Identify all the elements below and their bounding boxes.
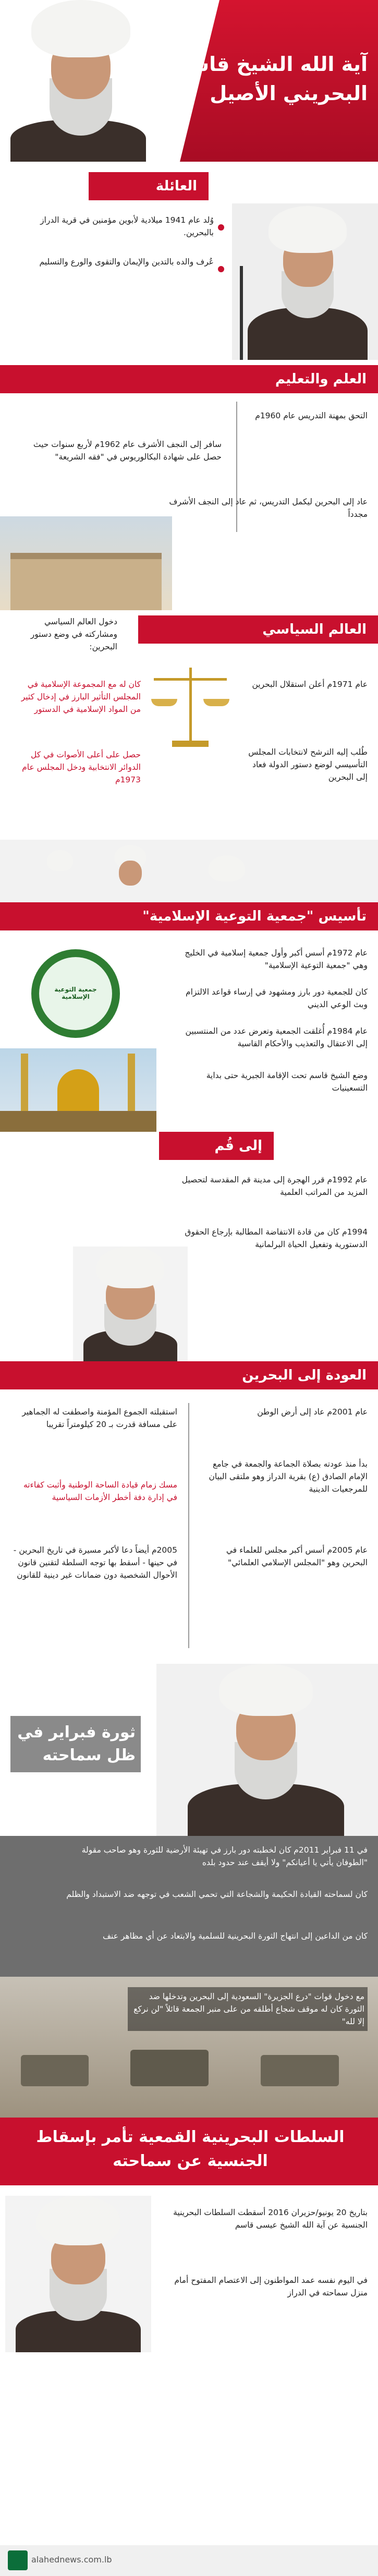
revoke-section	[0, 2118, 378, 2576]
pol-intro: دخول العالم السياسي ومشاركته في وضع دستور البحرين:	[30, 617, 117, 651]
revoke-photo	[5, 2196, 151, 2352]
ret-role: مسك زمام قيادة الساحة الوطنية وأثبت كفاءته في إدارة دفة أخطر الأزمات السياسية	[23, 1480, 177, 1502]
revoke-sitin: في اليوم نفسه عمد المواطنون إلى الاعتصام المفتوح أمام منزل سماحته في الدراز	[174, 2276, 368, 2297]
family-section	[0, 162, 378, 365]
society-heading: تأسيس "جمعية التوعية الإسلامية"	[0, 902, 378, 930]
family-photo	[232, 203, 378, 360]
return-section	[0, 1361, 378, 1664]
soc-closed: عام 1984م أُغلقت الجمعية وتعرض عدد من المنتسبين إلى الاعتقال والتعذيب والأحكام القاسية	[185, 1026, 368, 1048]
qom-leader: 1994م كان من قادة الانتفاضة المطالبة بإرجاع الحقوق الدستورية وتفعيل الحياة البرلمانية	[185, 1227, 368, 1249]
pol-votes: حصل على أعلى الأصوات في كل الدوائر الانتخابية ودخل المجلس عام 1973م	[22, 750, 141, 784]
revolution-section	[0, 1664, 378, 2118]
society-section	[0, 840, 378, 1132]
rev-peace: كان من الداعين إلى انتهاج الثورة البحرينية للسلمية والابتعاد عن أي مظاهر عنف	[103, 1931, 368, 1941]
logo-text: جمعية التوعية الإسلامية	[54, 986, 97, 1000]
revolution-heading: ثورة فبراير في ظل سماحته	[10, 1716, 141, 1772]
revolution-photo	[156, 1664, 378, 1836]
revoke-heading: السلطات البحرينية القمعية تأمر بإسقاط الجنسية عن سماحته	[36, 2128, 345, 2170]
scales-icon	[151, 662, 229, 751]
page-title	[149, 50, 368, 108]
bullet-dot	[218, 266, 224, 272]
revoke-date: بتاريخ 20 يونيو/حزيران 2016 أسقطت السلطات البحرينية الجنسية عن آية الله الشيخ عيسى قاسم	[173, 2208, 368, 2230]
rev-feb: في 11 فبراير 2011م كان لخطبته دور بارز في تهيئة الأرضية للثورة وهو صاحب مقولة "الطوفان يأتي يا أعيانكم" ولا أيقف عند حدود بلده	[81, 1845, 368, 1867]
qom-photo	[73, 1247, 188, 1361]
qom-hijra: عام 1992م قرر الهجرة إلى مدينة قم المقدسة لتحصيل المزيد من المراتب العلمية	[181, 1175, 368, 1197]
edu-teaching: التحق بمهنة التدريس عام 1960م	[255, 411, 368, 420]
return-heading: العودة إلى البحرين	[0, 1361, 378, 1389]
ret-friday: بدأ منذ عودته بصلاة الجماعة والجمعة في جامع الإمام الصادق (ع) بقرية الدراز وهو ملتقى البيان للمرجعيات الدينية	[209, 1459, 368, 1494]
title-line2: البحريني الأصيل	[210, 82, 368, 105]
shrine-photo	[0, 1048, 156, 1132]
edu-najaf: سافر إلى النجف الأشرف عام 1962م لأربع سنوات حيث حصل على شهادة البكالوريوس في "فقه الشريعة"	[33, 440, 222, 462]
qom-section	[0, 1132, 378, 1361]
qom-heading: إلى قُم	[159, 1132, 274, 1160]
ret-2001: عام 2001م عاد إلى أرض الوطن	[257, 1407, 368, 1417]
ret-march: 2005م أيضاً دعا لأكبر مسيرة في تاريخ البحرين - في حينها - أسقط بها توجه السلطة لتقنين قانون الأحوال الشخصية دون ضمانات غير دينية للقانون	[13, 1545, 177, 1580]
edu-return: عاد إلى البحرين ليكمل التدريس، ثم عاد إلى النجف الأشرف مجدداً	[169, 497, 368, 519]
soc-guard: وضع الشيخ قاسم تحت الإقامة الجبرية حتى بداية التسعينيات	[206, 1071, 368, 1093]
rev-guidance: كان لسماحته القيادة الحكيمة والشجاعة التي تحمي الشعب في توجهه ضد الاستبداد والظلم	[66, 1890, 368, 1899]
family-heading: العائلة	[89, 172, 209, 200]
pol-independence: عام 1971م أعلن استقلال البحرين	[252, 680, 368, 689]
portrait-photo	[0, 0, 156, 162]
politics-heading: العالم السياسي	[138, 615, 378, 644]
society-logo	[31, 949, 120, 1038]
title-line1: آية الله الشيخ قاسم..	[159, 53, 368, 76]
footer-site[interactable]: alahednews.com.lb	[31, 2555, 112, 2565]
site-logo-icon	[8, 2550, 28, 2570]
politics-section	[0, 610, 378, 840]
education-section	[0, 365, 378, 610]
soc-founded: عام 1972م أسس أكبر وأول جمعية إسلامية في الخليج وهي "جمعية التوعية الإسلامية"	[185, 948, 368, 970]
pol-group: كان له مع المجموعة الإسلامية في المجلس التأثير البارز في إدخال كثير من المواد الإسلامية في الدستور	[21, 680, 141, 714]
pol-council: طُلب إليه الترشح لانتخابات المجلس التأسيسي لوضع دستور الدولة فعاد إلى البحرين	[248, 747, 368, 782]
family-known: عُرف والده بالتدين والإيمان والتقوى والورع والتسليم	[39, 257, 214, 267]
rev-saudi: مع دخول قوات "درع الجزيرة" السعودية إلى البحرين وتدخلها ضد الثورة كان له موقف شجاع أطلقه من على منبر الجمعة قائلاً "لن نركع إلا لله"	[128, 1987, 368, 2031]
ret-crowd: استقبلته الجموع المؤمنة واصطفت له الجماهير على مسافة قدرت بـ 20 كيلومتراً تقريبا	[22, 1407, 177, 1429]
education-heading: العلم والتعليم	[0, 365, 378, 393]
society-portrait-strip	[0, 840, 378, 902]
family-born: وُلد عام 1941 ميلادية لأبوين مؤمنين في قرية الدراز بالبحرين.	[40, 215, 214, 237]
soc-role: كان للجمعية دور بارز ومشهود في إرساء قواعد الالتزام وبث الوعي الديني	[186, 987, 368, 1009]
timeline-line	[188, 1403, 189, 1648]
bullet-dot	[218, 224, 224, 231]
title-section	[0, 0, 378, 162]
education-building-photo	[0, 516, 172, 610]
microphone-icon	[240, 266, 243, 360]
ret-2005: عام 2005م أسس أكبر مجلس للعلماء في البحرين وهو "المجلس الإسلامي العلمائي"	[226, 1545, 368, 1567]
